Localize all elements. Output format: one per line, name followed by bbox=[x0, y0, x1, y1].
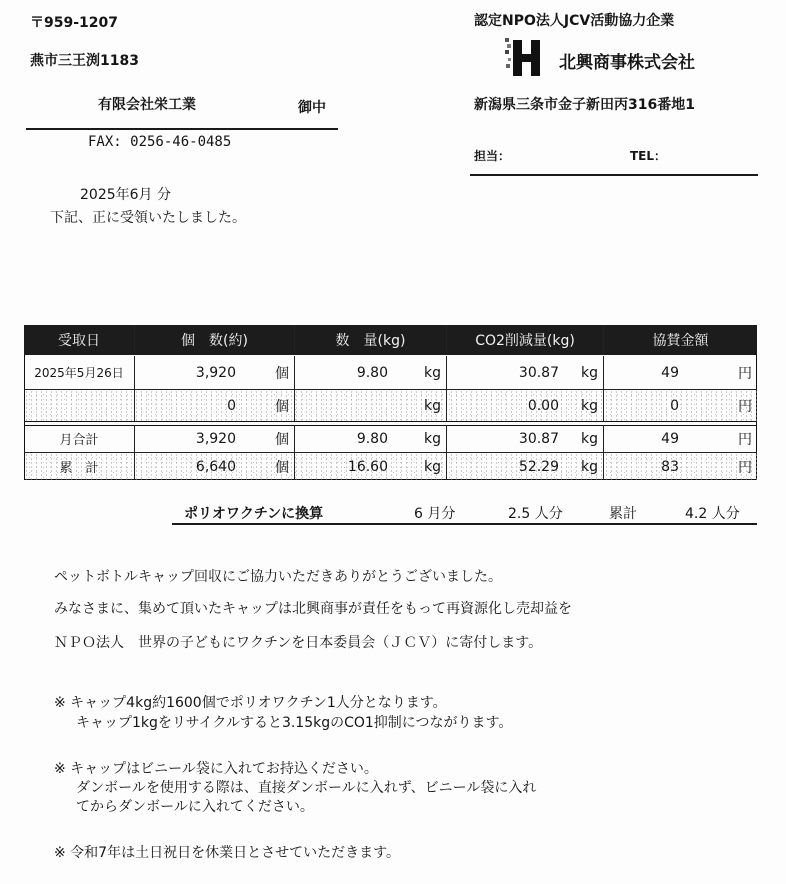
amount-unit: 円 bbox=[738, 365, 752, 382]
header-amount: 協賛金額 bbox=[604, 325, 757, 355]
message-line: みなさまに、集めて頂いたキャップは北興商事が責任をもって再資源化し売却益を bbox=[54, 601, 572, 617]
postal-code: 〒959-1207 bbox=[30, 15, 118, 31]
count-unit: 個 bbox=[275, 459, 289, 476]
header-count: 個 数(約) bbox=[135, 325, 295, 355]
row-count: 6,640 bbox=[195, 458, 236, 475]
co2-unit: kg bbox=[581, 364, 598, 381]
weight-unit: kg bbox=[424, 430, 441, 447]
vaccine-cumulative-value: 4.2 人分 bbox=[685, 506, 740, 522]
row-amount: 83 bbox=[661, 458, 679, 475]
row-co2: 30.87 bbox=[518, 430, 559, 447]
note-line: キャップ1kgをリサイクルすると3.15kgのCO1抑制につながります。 bbox=[76, 715, 513, 731]
note-line: てからダンボールに入れてください。 bbox=[76, 799, 314, 815]
note-line: ※ キャップ4kg約1600個でポリオワクチン1人分となります。 bbox=[54, 695, 447, 711]
amount-unit: 円 bbox=[738, 459, 752, 476]
weight-unit: kg bbox=[424, 364, 441, 381]
tel-label: TEL： bbox=[630, 149, 667, 163]
amount-unit: 円 bbox=[738, 431, 752, 448]
vaccine-month-value: 2.5 人分 bbox=[508, 506, 563, 522]
note-line: ※ 令和7年は土日祝日を休業日とさせていただきます。 bbox=[54, 845, 400, 861]
table-row bbox=[24, 425, 757, 453]
vaccine-label: ポリオワクチンに換算 bbox=[184, 506, 324, 522]
row-co2: 0.00 bbox=[527, 397, 559, 414]
header-date: 受取日 bbox=[24, 325, 135, 355]
note-line: ※ キャップはビニール袋に入れてお持込ください。 bbox=[54, 761, 378, 777]
row-date: 2025年5月26日 bbox=[34, 366, 124, 380]
vaccine-cumulative-label: 累計 bbox=[609, 506, 637, 522]
row-weight: 16.60 bbox=[347, 458, 388, 475]
row-co2: 30.87 bbox=[518, 364, 559, 381]
staff-label: 担当： bbox=[474, 149, 511, 163]
row-amount: 49 bbox=[661, 364, 679, 381]
message-line: ＮＰＯ法人 世界の子どもにワクチンを日本委員会（ＪＣＶ）に寄付します。 bbox=[54, 635, 543, 651]
issuer-underline bbox=[470, 174, 758, 176]
count-unit: 個 bbox=[275, 431, 289, 448]
recipient-address: 燕市三王渕1183 bbox=[30, 53, 139, 69]
table-row bbox=[24, 390, 757, 421]
table-row bbox=[24, 453, 757, 480]
co2-unit: kg bbox=[581, 397, 598, 414]
recipient-fax: FAX: 0256-46-0485 bbox=[88, 134, 232, 150]
amount-unit: 円 bbox=[738, 398, 752, 415]
co2-unit: kg bbox=[581, 458, 598, 475]
row-co2: 52.29 bbox=[518, 458, 559, 475]
certification-text: 認定NPO法人JCV活動協力企業 bbox=[474, 13, 675, 29]
issuer-address: 新潟県三条市金子新田丙316番地1 bbox=[474, 97, 695, 113]
row-weight: 9.80 bbox=[356, 364, 388, 381]
weight-unit: kg bbox=[424, 458, 441, 475]
honorific: 御中 bbox=[298, 100, 326, 116]
issuer-company: 北興商事株式会社 bbox=[559, 53, 695, 73]
row-weight: 9.80 bbox=[356, 430, 388, 447]
count-unit: 個 bbox=[275, 365, 289, 382]
row-count: 3,920 bbox=[195, 430, 236, 447]
table-header-row bbox=[24, 325, 757, 355]
row-count: 3,920 bbox=[195, 364, 236, 381]
receipt-text: 下記、正に受領いたしました。 bbox=[50, 210, 246, 226]
row-count: 0 bbox=[227, 397, 236, 414]
count-unit: 個 bbox=[275, 398, 289, 415]
table-row bbox=[24, 356, 757, 390]
message-line: ペットボトルキャップ回収にご協力いただきありがとうございました。 bbox=[54, 569, 502, 585]
header-weight: 数 量(kg) bbox=[295, 325, 447, 355]
row-label-monthly: 月合計 bbox=[59, 433, 99, 448]
row-amount: 0 bbox=[670, 397, 679, 414]
recipient-underline bbox=[26, 128, 338, 130]
co2-unit: kg bbox=[581, 430, 598, 447]
weight-unit: kg bbox=[424, 397, 441, 414]
company-logo-icon bbox=[505, 36, 545, 78]
header-co2: CO2削減量(kg) bbox=[447, 325, 604, 355]
note-line: ダンボールを使用する際は、直接ダンボールに入れず、ビニール袋に入れ bbox=[76, 780, 537, 796]
period: 2025年6月 分 bbox=[80, 187, 171, 203]
row-amount: 49 bbox=[661, 430, 679, 447]
vaccine-month: 6 月分 bbox=[414, 506, 456, 522]
recipient-company: 有限会社栄工業 bbox=[98, 97, 196, 113]
vaccine-underline bbox=[172, 523, 757, 525]
row-label-cumulative: 累 計 bbox=[59, 461, 99, 476]
